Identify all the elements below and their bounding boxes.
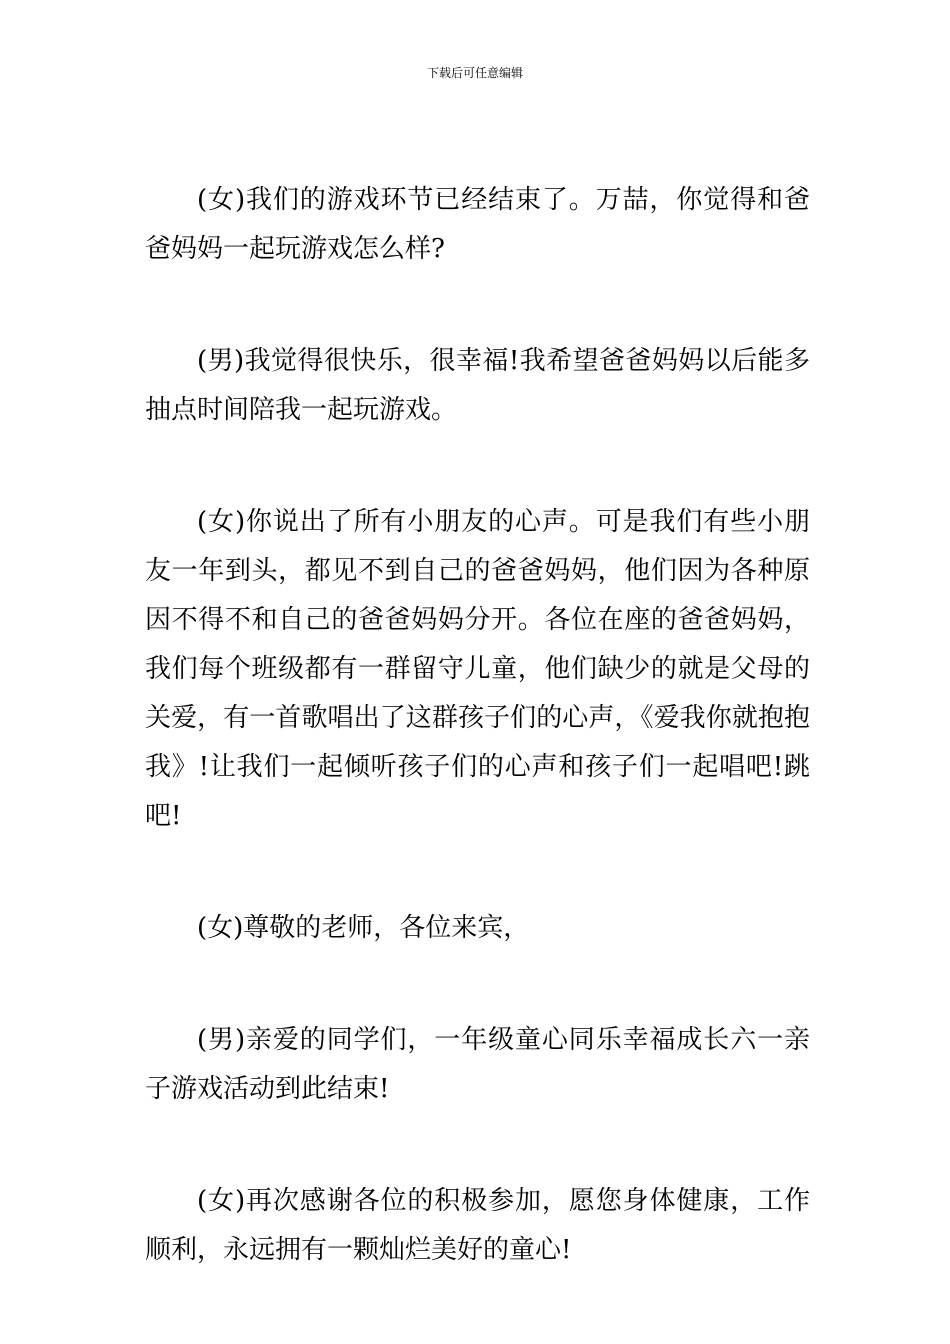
paragraph-6: (女)再次感谢各位的积极参加，愿您身体健康，工作顺利，永远拥有一颗灿烂美好的童心! <box>145 1186 810 1265</box>
paragraph-2: (男)我觉得很快乐，很幸福!我希望爸爸妈妈以后能多抽点时间陪我一起玩游戏。 <box>145 346 810 425</box>
paragraph-4: (女)尊敬的老师，各位来宾， <box>197 913 530 943</box>
paragraph-3: (女)你说出了所有小朋友的心声。可是我们有些小朋友一年到头，都见不到自己的爸爸妈妈，他们因为各种原因不得不和自己的爸爸妈妈分开。各位在座的爸爸妈妈，我们每个班级都有一群留守儿童，他们缺少的就是父母的关爱，有一首歌唱出了这群孩子们的心声，《爱我你就抱抱我》!让我们一起倾听孩子们的心声和孩子们一起唱吧!跳吧! <box>145 507 810 831</box>
paragraph-5: (男)亲爱的同学们，一年级童心同乐幸福成长六一亲子游戏活动到此结束! <box>145 1025 810 1104</box>
document-body <box>145 176 810 1338</box>
page-header: 下载后可任意编辑 <box>426 66 523 80</box>
paragraph-1: (女)我们的游戏环节已经结束了。万喆，你觉得和爸爸妈妈一起玩游戏怎么样? <box>145 185 810 264</box>
